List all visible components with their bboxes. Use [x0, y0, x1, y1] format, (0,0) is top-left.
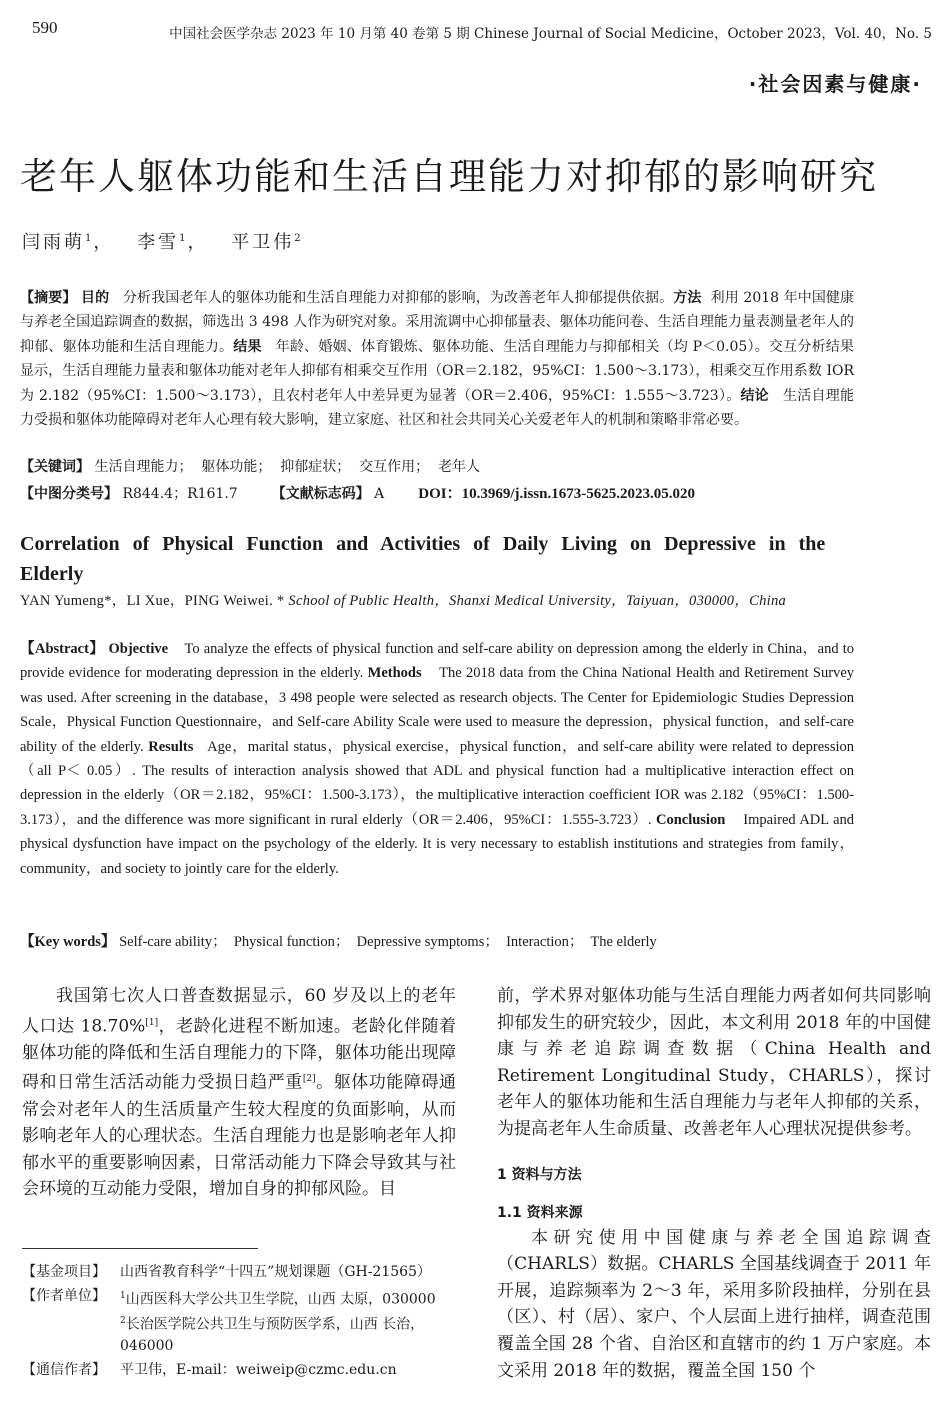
class-number-value: R844.4；R161.7 [122, 486, 238, 502]
body-left-column [22, 983, 456, 1203]
body-paragraph [22, 983, 456, 1203]
doi[interactable]: DOI：10.3969/j.issn.1673-5625.2023.05.020 [418, 486, 695, 502]
footnote-unit [22, 1286, 456, 1358]
journal-citation: 中国社会医学杂志 2023 年 10 月第 40 卷第 5 期 Chinese Journal of Social Medicine，October 2023，Vol. 40，No. 5 [169, 26, 932, 42]
conclusion-text-english: Impaired ADL and physical dysfunction have impact on the psychology of the elderly. It is very necessary to establish institutions and strategies from family，community，and society to jointly care for the elderly. [20, 811, 855, 877]
author-affiliation-mark: 2 [294, 233, 301, 244]
author-affiliation-english: School of Public Health，Shanxi Medical University，Taiyuan，030000，China [288, 593, 787, 609]
keywords-chinese [20, 456, 854, 476]
abstract-label-english: 【Abstract】 [20, 641, 105, 657]
author-names-english: YAN Yumeng*，LI Xue，PING Weiwei. * [20, 593, 285, 609]
unit-text: 长治医学院公共卫生与预防医学系，山西 长治，046000 [120, 1316, 425, 1355]
footnotes [22, 1262, 456, 1383]
objective-label: 目的 [81, 290, 110, 306]
author-affiliation-mark: 1 [85, 233, 92, 244]
keywords-label-english: 【Key words】 [20, 934, 116, 950]
unit-text: 山西医科大学公共卫生学院，山西 太原，030000 [125, 1291, 436, 1308]
title-english: Correlation of Physical Function and Activities of Daily Living on Depressive in the Elderly [20, 533, 826, 585]
body-text: 。躯体功能障碍通常会对老年人的生活质量产生较大程度的负面影响，从而影响老年人的心理状态。生活自理能力也是影响老年人抑郁水平的重要影响因素，日常活动能力下降会导致其与社会环境的互动能力受限，增加自身的抑郁风险。目 [22, 1073, 457, 1200]
author-name: 李雪 [137, 232, 180, 253]
conclusion-text: 生活自理能力受损和躯体功能障碍对老年人心理有较大影响，建立家庭、社区和社会共同关心关爱老年人的机制和策略非常必要。 [20, 387, 855, 429]
methods-label-english: Methods [367, 665, 422, 682]
authors-chinese: 闫雨萌$^1$ ， 李雪$^1$ ， 平卫伟$^2$ [22, 232, 301, 253]
keywords-text: 生活自理能力； 躯体功能； 抑郁症状； 交互作用； 老年人 [94, 459, 481, 475]
body-text: ，老龄化进程不断加速。老龄化伴随着躯体功能的降低和生活自理能力的下降，躯体功能出现障碍和日常生活活动能力受损日趋严重 [22, 1016, 456, 1094]
results-text-english: Age，marital status，physical exercise，physical function，and self-care ability were related to depression（all P＜ 0.05）. The results of interaction analysis showed that ADL and physical function had a multiplicative interaction effect on depression in the elderly（OR＝2.182，95%CI：1.500-3.173），the multiplicative interaction coefficient IOR was 2.182（95%CI：1.500-3.173），and the difference was more significant in rural elderly（OR＝2.406，95%CI：1.555-3.723）. [20, 738, 854, 828]
conclusion-label-english: Conclusion [655, 811, 726, 828]
page-number: 590 [32, 18, 58, 37]
title-chinese: 老年人躯体功能和生活自理能力对抑郁的影响研究 [20, 155, 878, 198]
abstract-english [20, 637, 854, 881]
unit-mark: 2 [120, 1315, 126, 1326]
citation-ref[interactable]: [1] [145, 1017, 159, 1028]
body-paragraph: 本研究使用中国健康与养老全国追踪调查（CHARLS）数据。CHARLS 全国基线调查于 2011 年开展，追踪频率为 2～3 年，采用多阶段抽样，分别在县（区）、村（居）、家户、个人层面上进行抽样，调查范围覆盖全国 28 个省、自治区和直辖市的约 1 万户家庭。本文采用 2018 年的数据，覆盖全国 150 个 [497, 1227, 931, 1381]
abstract-chinese [20, 286, 854, 432]
keywords-label: 【关键词】 [20, 459, 90, 475]
body-paragraph: 前，学术界对躯体功能与生活自理能力两者如何共同影响抑郁发生的研究较少，因此，本文利用 2018 年的中国健康与养老追踪调查数据（China Health and Retirement Longitudinal Study，CHARLS），探讨老年人的躯体功能和生活自理能力与老年人抑郁的关系，为提高老年人生命质量、改善老年人心理状况提供参考。 [497, 986, 931, 1139]
conclusion-label: 结论 [740, 387, 769, 404]
abstract-label: 【摘要】 [20, 290, 77, 306]
footnote-divider [22, 1248, 258, 1249]
methods-label: 方法 [673, 290, 702, 306]
keywords-text-english: Self-care ability； Physical function； Depressive symptoms； Interaction； The elderly [119, 934, 657, 950]
body-right-column [497, 983, 931, 1384]
author-name: 闫雨萌 [22, 232, 85, 253]
methods-text-english: The 2018 data from the China National Health and Retirement Survey was used. After screening in the database，3 498 people were selected as research objects. The Center for Epidemiologic Studies Depression Scale，Physical Function Questionnaire，and Self-care Ability Scale were used to measure the depression，physical function，and self-care ability of the elderly. [20, 665, 855, 755]
author-affiliation-mark: 1 [179, 233, 186, 244]
class-number-label: 【中图分类号】 [20, 486, 118, 502]
results-label-english: Results [148, 738, 194, 755]
authors-english [20, 590, 854, 613]
section-heading: 1 资料与方法 [497, 1166, 582, 1183]
corresponding-text[interactable]: 平卫伟，E-mail：weiweip@czmc.edu.cn [120, 1361, 397, 1378]
objective-text: 分析我国老年人的躯体功能和生活自理能力对抑郁的影响，为改善老年人抑郁提供依据。 [122, 290, 674, 306]
objective-text-english: To analyze the effects of physical function and self-care ability on depression among the elderly in China，and to provide evidence for moderating depression in the elderly. [20, 641, 854, 682]
objective-label-english: Objective [108, 641, 169, 657]
classification-line [20, 482, 854, 503]
citation-ref[interactable]: [2] [302, 1074, 316, 1085]
body-text: 我国第七次人口普查数据显示，60 岁及以上的老年人口达 18.70% [22, 986, 456, 1037]
subsection-heading: 1.1 资料来源 [497, 1204, 583, 1221]
author-name: 平卫伟 [231, 232, 295, 253]
unit-label: 【作者单位】 [22, 1287, 106, 1304]
document-code-label: 【文献标志码】 [271, 486, 370, 502]
document-code-value: A [374, 486, 385, 502]
corresponding-label: 【通信作者】 [22, 1361, 106, 1378]
footnote-corresponding [22, 1360, 456, 1382]
results-text: 年龄、婚姻、体育锻炼、躯体功能、生活自理能力与抑郁相关（均 P＜0.05）。交互分析结果显示，生活自理能力量表和躯体功能对老年人抑郁有相乘交互作用（OR＝2.182，95%CI：1.500～3.173），相乘交互作用系数 IOR 为 2.182（95%CI：1.500～3.173），且农村老年人中差异更为显著（OR＝2.406，95%CI：1.555～3.723）。 [20, 338, 855, 404]
fund-text: 山西省教育科学“十四五”规划课题（GH-21565） [120, 1264, 431, 1280]
footnote-fund [22, 1262, 456, 1284]
page-header [20, 18, 932, 44]
fund-label: 【基金项目】 [22, 1264, 106, 1280]
results-label: 结果 [233, 338, 262, 355]
unit-mark: 1 [120, 1290, 126, 1301]
methods-text: 利用 2018 年中国健康与养老全国追踪调查的数据，筛选出 3 498 人作为研究对象。采用流调中心抑郁量表、躯体功能问卷、生活自理能力量表测量老年人的抑郁、躯体功能和生活自理能力。 [20, 290, 855, 355]
section-tag: ·社会因素与健康· [748, 72, 922, 96]
keywords-english [20, 930, 854, 951]
